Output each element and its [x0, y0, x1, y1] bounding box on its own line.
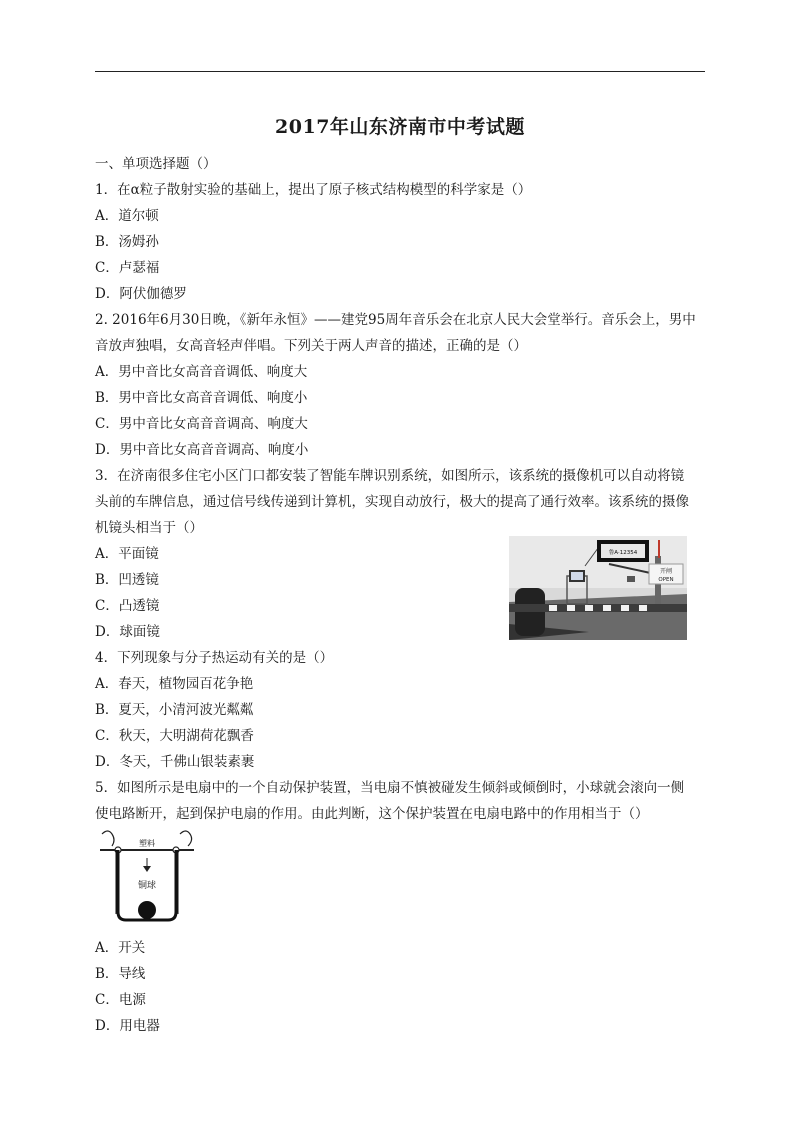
q5-stem-line2: 使电路断开，起到保护电扇的作用。由此判断，这个保护装置在电扇电路中的作用相当于（） [95, 806, 649, 822]
q5-stem-line1: 5．如图所示是电扇中的一个自动保护装置，当电扇不慎被碰发生倾斜或倾倒时，小球就会滚向一侧 [95, 780, 685, 796]
q1-option-a: A．道尔顿 [95, 208, 159, 224]
page-title: 2017年山东济南市中考试题 [275, 116, 525, 138]
q4-stem: 4．下列现象与分子热运动有关的是（） [95, 650, 334, 666]
q5-option-b: B．导线 [95, 966, 146, 982]
header-rule [95, 71, 705, 72]
q4-option-a: A．春天，植物园百花争艳 [95, 676, 254, 692]
q2-option-d: D．男中音比女高音音调高、响度小 [95, 442, 309, 458]
q2-stem-line1: 2. 2016年6月30日晚，《新年永恒》——建党95周年音乐会在北京人民大会堂举行。音乐会上，男中 [95, 312, 696, 328]
q1-option-c: C．卢瑟福 [95, 260, 160, 276]
q5-option-d: D．用电器 [95, 1018, 160, 1034]
q2-option-a: A．男中音比女高音音调低、响度大 [95, 364, 308, 380]
gate-screen-text: 鲁A·12354 [608, 550, 638, 556]
q4-option-c: C．秋天，大明湖荷花飘香 [95, 728, 254, 744]
plastic-label: 塑料 [139, 839, 155, 848]
q5-option-a: A．开关 [95, 940, 146, 956]
q2-stem-line2: 音放声独唱，女高音轻声伴唱。下列关于两人声音的描述，正确的是（） [95, 338, 527, 354]
q2-option-c: C．男中音比女高音音调高、响度大 [95, 416, 308, 432]
q4-option-b: B．夏天，小清河波光粼粼 [95, 702, 254, 718]
q1-option-d: D．阿伏伽德罗 [95, 286, 187, 302]
q4-option-d: D．冬天，千佛山银装素裹 [95, 754, 255, 770]
q2-option-b: B．男中音比女高音音调低、响度小 [95, 390, 308, 406]
q5-option-c: C．电源 [95, 992, 146, 1008]
q3-option-d: D．球面镜 [95, 624, 160, 640]
copper-ball-label: 铜球 [137, 881, 157, 891]
license-plate-gate-figure [509, 536, 687, 640]
tilt-switch-figure [98, 826, 198, 930]
q3-option-c: C．凸透镜 [95, 598, 160, 614]
q3-option-b: B．凹透镜 [95, 572, 159, 588]
q3-stem-line1: 3．在济南很多住宅小区门口都安装了智能车牌识别系统，如图所示，该系统的摄像机可以自动将镜 [95, 468, 685, 484]
q3-stem-line2: 头前的车牌信息，通过信号线传递到计算机，实现自动放行，极大的提高了通行效率。该系统的摄像 [95, 494, 689, 510]
gate-open-text-en: OPEN [658, 577, 674, 583]
section-heading: 一、单项选择题（） [95, 156, 217, 172]
q1-stem: 1．在α粒子散射实验的基础上，提出了原子核式结构模型的科学家是（） [95, 182, 532, 198]
q3-stem-line3: 机镜头相当于（） [95, 520, 203, 536]
q3-option-a: A．平面镜 [95, 546, 159, 562]
gate-open-text: 开闸 [659, 568, 673, 575]
q1-option-b: B．汤姆孙 [95, 234, 159, 250]
